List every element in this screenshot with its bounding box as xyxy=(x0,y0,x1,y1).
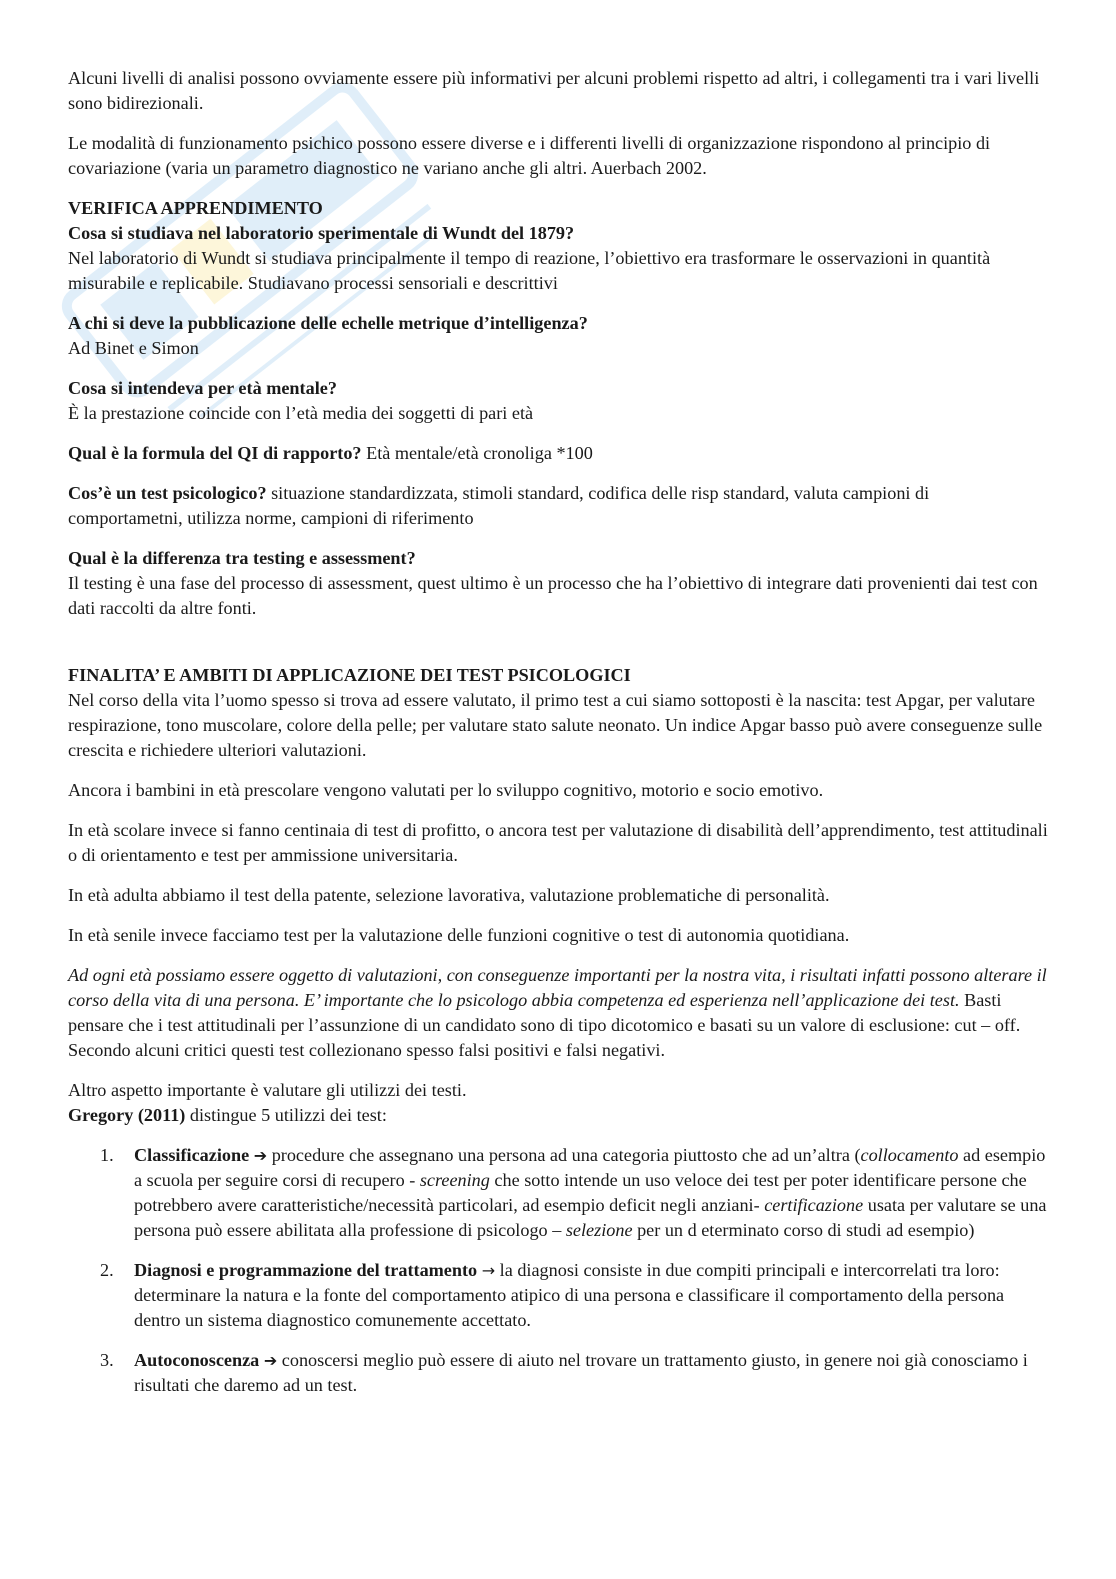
arrow-right-icon: ➔ xyxy=(263,1351,278,1370)
section-spacer xyxy=(68,636,1048,663)
question-5: Cos’è un test psicologico? xyxy=(68,483,267,503)
question-4: Qual è la formula del QI di rapporto? xyxy=(68,443,362,463)
list-number: 2. xyxy=(100,1260,114,1280)
list-number: 3. xyxy=(100,1350,114,1370)
answer-6: Il testing è una fase del processo di assessment, quest ultimo è un processo che ha l’obiettivo di integrare dati provenienti dai test con dati raccolti da altre fonti. xyxy=(68,573,1038,618)
list-number: 1. xyxy=(100,1145,114,1165)
finalita-paragraph-3: In età scolare invece si fanno centinaia di test di profitto, o ancora test per valutazione di disabilità dell’apprendimento, test attitudinali o di orientamento e test per ammissione universitaria. xyxy=(68,820,1048,865)
finalita-paragraph-1: Nel corso della vita l’uomo spesso si trova ad essere valutato, il primo test a cui siamo sottoposti è la nascita: test Apgar, per valutare respirazione, tono muscolare, colore della pelle; per valutare stato salute neonato. Un indice Apgar basso può avere conseguenze sulle crescita e richiedere ulteriori valutazioni. xyxy=(68,690,1043,760)
gregory-citation: Gregory (2011) xyxy=(68,1105,186,1125)
finalita-paragraph-5: In età senile invece facciamo test per la valutazione delle funzioni cognitive o test di autonomia quotidiana. xyxy=(68,925,850,945)
question-3: Cosa si intendeva per età mentale? xyxy=(68,378,337,398)
question-answer-4 xyxy=(68,441,1048,466)
list-item: 3. Autoconoscenza ➔ conoscersi meglio può essere di aiuto nel trovare un trattamento giusto, in genere noi già conosciamo i risultati che daremo ad un test. xyxy=(100,1350,1028,1395)
question-1: Cosa si studiava nel laboratorio sperimentale di Wundt del 1879? xyxy=(68,223,575,243)
italic-emphasis: Ad ogni età possiamo essere oggetto di valutazioni, con conseguenze importanti per la nostra vita, i risultati infatti possono alterare il corso della vita di una persona. E’ importante che lo psicologo abbia competenza ed esperienza nell’applicazione dei test. xyxy=(68,965,1047,1010)
answer-4: Età mentale/età cronoliga *100 xyxy=(361,443,593,463)
list-item: 1. Classificazione ➔ procedure che assegnano una persona ad una categoria piuttosto che ad un’altra (collocamento ad esempio a scuola per seguire corsi di recupero - screening che sotto intende un uso veloce dei test per poter identificare persone che potrebbero avere caratteristiche/necessità particolari, ad esempio deficit negli anziani- certificazione usata per valutare se una persona può essere abilitata alla professione di psicologo – selezione per un d eterminato corso di studi ad esempio) xyxy=(100,1145,1047,1240)
section-heading-verifica: VERIFICA APPRENDIMENTO xyxy=(68,198,323,218)
finalita-paragraph-4: In età adulta abbiamo il test della patente, selezione lavorativa, valutazione problematiche di personalità. xyxy=(68,885,830,905)
arrow-right-icon: ➔ xyxy=(253,1146,268,1165)
section-heading-finalita: FINALITA’ E AMBITI DI APPLICAZIONE DEI TEST PSICOLOGICI xyxy=(68,665,631,685)
intro-paragraph-1: Alcuni livelli di analisi possono ovviamente essere più informativi per alcuni problemi rispetto ad altri, i collegamenti tra i vari livelli sono bidirezionali. xyxy=(68,68,1040,113)
finalita-paragraph-6: Ad ogni età possiamo essere oggetto di valutazioni, con conseguenze importanti per la nostra vita, i risultati infatti possono alterare il corso della vita di una persona. E’ importante che lo psicologo abbia competenza ed esperienza nell’applicazione dei test. Basti pensare che i test attitudinali per l’assunzione di un candidato sono di tipo dicotomico e basati su un valore di esclusione: cut – off. Secondo alcuni critici questi test collezionano spesso falsi positivi e falsi negativi. xyxy=(68,965,1047,1060)
question-6: Qual è la differenza tra testing e assessment? xyxy=(68,548,416,568)
answer-2: Ad Binet e Simon xyxy=(68,338,199,358)
uses-list xyxy=(68,1143,1048,1398)
question-2: A chi si deve la pubblicazione delle echelle metrique d’intelligenza? xyxy=(68,313,588,333)
answer-5: situazione standardizzata, stimoli standard, codifica delle risp standard, valuta campioni di comportametni, utilizza norme, campioni di riferimento xyxy=(68,483,930,528)
arrow-right-icon: → xyxy=(481,1261,496,1280)
answer-1: Nel laboratorio di Wundt si studiava principalmente il tempo di reazione, l’obiettivo era trasformare le osservazioni in quantità misurabile e replicabile. Studiavano processi sensoriali e descrittivi xyxy=(68,248,991,293)
question-answer-5 xyxy=(68,481,1048,531)
finalita-paragraph-2: Ancora i bambini in età prescolare vengono valutati per lo sviluppo cognitivo, motorio e socio emotivo. xyxy=(68,780,824,800)
list-item-title: Diagnosi e programmazione del trattamento xyxy=(134,1260,478,1280)
intro-paragraph-2: Le modalità di funzionamento psichico possono essere diverse e i differenti livelli di organizzazione rispondono al principio di covariazione (varia un parametro diagnostico ne variano anche gli altri. Auerbach 2002. xyxy=(68,133,991,178)
finalita-paragraph-7: Altro aspetto importante è valutare gli utilizzi dei testi. xyxy=(68,1080,467,1100)
list-item-title: Classificazione xyxy=(134,1145,250,1165)
gregory-intro: Gregory (2011) distingue 5 utilizzi dei test: xyxy=(68,1105,387,1125)
document-content xyxy=(68,66,1048,1413)
list-item: 2. Diagnosi e programmazione del trattamento → la diagnosi consiste in due compiti principali e intercorrelati tra loro: determinare la natura e la fonte del comportamento atipico di una persona e classificare il comportamento della persona dentro un sistema diagnostico comunemente accettato. xyxy=(100,1260,1005,1330)
answer-3: È la prestazione coincide con l’età media dei soggetti di pari età xyxy=(68,403,534,423)
list-item-title: Autoconoscenza xyxy=(134,1350,260,1370)
